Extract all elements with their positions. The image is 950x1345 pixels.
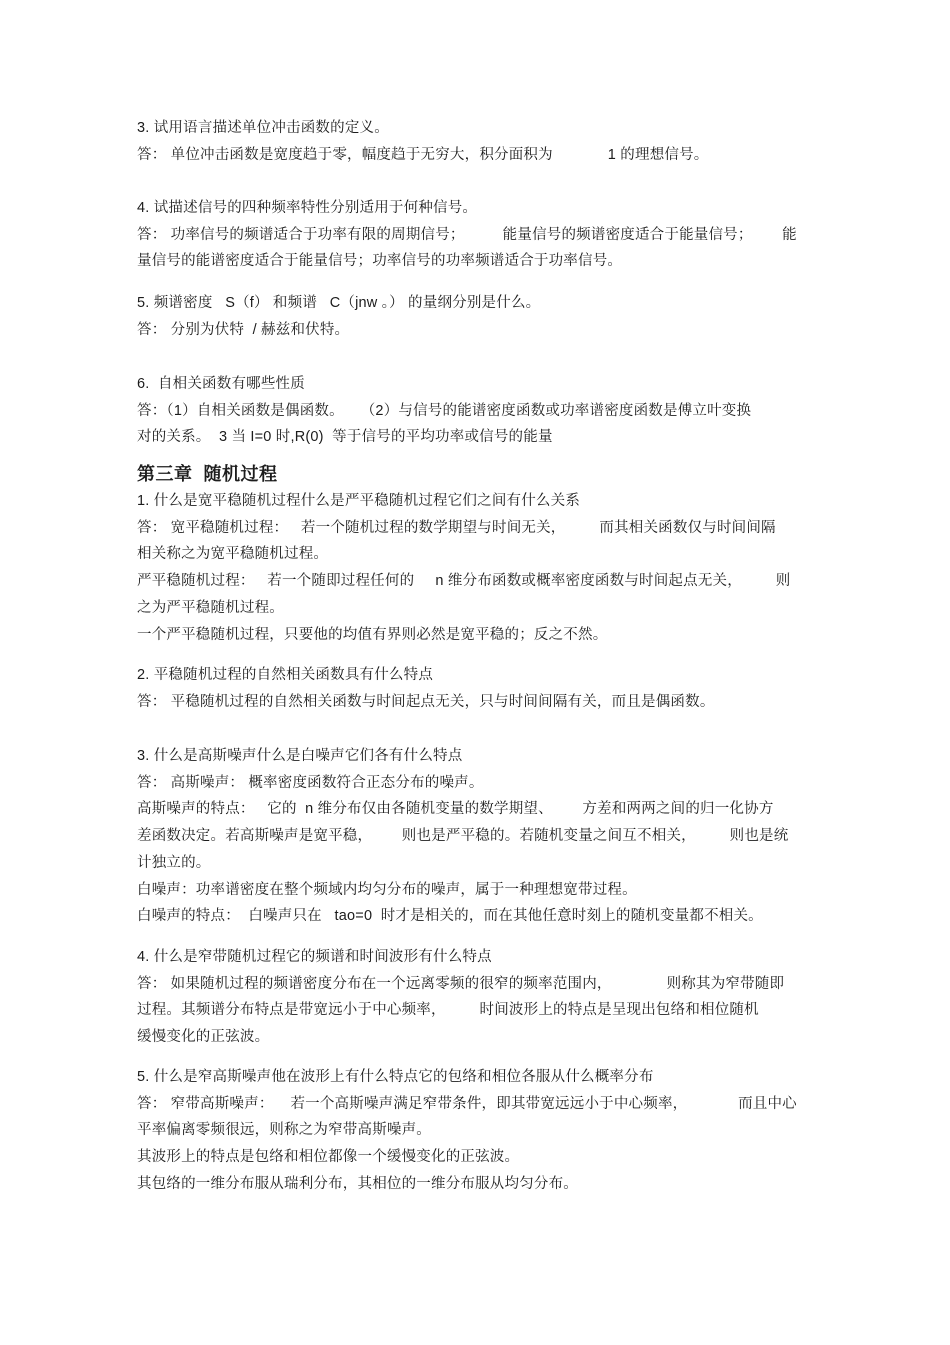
question-line: 5. 频谱密度 S（f） 和频谱 C（jnw 。） 的量纲分别是什么。: [137, 295, 541, 311]
answer-line: 之为严平稳随机过程。: [137, 599, 284, 616]
qa-block-gaussian-white-noise: [137, 743, 837, 930]
answer-line: 答： 平稳随机过程的自然相关函数与时间起点无关，只与时间间隔有关，而且是偶函数。: [137, 693, 715, 710]
answer-line: 差函数决定。若高斯噪声是宽平稳， 则也是严平稳的。若随机变量之间互不相关， 则也是统: [137, 828, 789, 845]
qa-block-spectral-density-units: [137, 290, 837, 343]
question-line: 6. 自相关函数有哪些性质: [137, 376, 305, 392]
question-line: 3. 什么是高斯噪声什么是白噪声它们各有什么特点: [137, 748, 463, 764]
question-line: 3. 试用语言描述单位冲击函数的定义。: [137, 120, 389, 136]
answer-line: 计独立的。: [137, 854, 211, 871]
answer-line: 答： 窄带高斯噪声： 若一个高斯噪声满足窄带条件，即其带宽远远小于中心频率， 而且中心: [137, 1095, 797, 1112]
answer-line: 相关称之为宽平稳随机过程。: [137, 546, 329, 563]
qa-block-narrowband-gaussian-noise: [137, 1064, 837, 1198]
qa-block-unit-impulse: [137, 115, 837, 168]
answer-line: 答： 功率信号的频谱适合于功率有限的周期信号； 能量信号的频谱密度适合于能量信号； 能: [137, 226, 797, 243]
question-line: 4. 什么是窄带随机过程它的频谱和时间波形有什么特点: [137, 949, 492, 965]
answer-line: 量信号的能谱密度适合于能量信号；功率信号的功率频谱适合于功率信号。: [137, 253, 623, 270]
qa-block-natural-correlation: [137, 662, 837, 715]
question-line: 4. 试描述信号的四种频率特性分别适用于何种信号。: [137, 200, 478, 216]
question-line: 1. 什么是宽平稳随机过程什么是严平稳随机过程它们之间有什么关系: [137, 493, 581, 509]
answer-line: 过程。其频谱分布特点是带宽远小于中心频率， 时间波形上的特点是呈现出包络和相位随机: [137, 1002, 759, 1019]
chapter-title: 第三章 随机过程: [137, 464, 278, 484]
answer-line: 白噪声：功率谱密度在整个频域内均匀分布的噪声，属于一种理想宽带过程。: [137, 881, 637, 898]
answer-line: 其波形上的特点是包络和相位都像一个缓慢变化的正弦波。: [137, 1149, 520, 1166]
qa-block-stationary-processes: [137, 488, 837, 648]
answer-line: 白噪声的特点： 白噪声只在 tao=0 时才是相关的，而在其他任意时刻上的随机变量都不相关。: [137, 908, 763, 925]
chapter-heading: [137, 459, 837, 489]
answer-line: 答： 分别为伏特 / 赫兹和伏特。: [137, 321, 350, 338]
answer-line: 其包络的一维分布服从瑞利分布，其相位的一维分布服从均匀分布。: [137, 1175, 578, 1192]
answer-line: 缓慢变化的正弦波。: [137, 1029, 270, 1046]
answer-line: 答： 如果随机过程的频谱密度分布在一个远离零频的很窄的频率范围内， 则称其为窄带随即: [137, 975, 785, 992]
answer-line: 严平稳随机过程： 若一个随即过程任何的 n 维分布函数或概率密度函数与时间起点无关， 则: [137, 573, 791, 590]
answer-line: 答：（1）自相关函数是偶函数。 （2）与信号的能谱密度函数或功率谱密度函数是傅立叶变换: [137, 402, 752, 419]
qa-block-autocorrelation-properties: [137, 371, 837, 451]
qa-block-frequency-characteristics: [137, 195, 837, 275]
qa-block-narrowband-process: [137, 944, 837, 1051]
answer-line: 答： 单位冲击函数是宽度趋于零，幅度趋于无穷大，积分面积为 1 的理想信号。: [137, 146, 709, 163]
answer-line: 一个严平稳随机过程，只要他的均值有界则必然是宽平稳的；反之不然。: [137, 626, 608, 643]
answer-line: 平率偏离零频很远，则称之为窄带高斯噪声。: [137, 1122, 431, 1139]
answer-line: 高斯噪声的特点： 它的 n 维分布仅由各随机变量的数学期望、 方差和两两之间的归一化协方: [137, 801, 774, 818]
question-line: 2. 平稳随机过程的自然相关函数具有什么特点: [137, 667, 434, 683]
answer-line: 对的关系。 3 当 I=0 时,R(0) 等于信号的平均功率或信号的能量: [137, 429, 553, 446]
question-line: 5. 什么是窄高斯噪声他在波形上有什么特点它的包络和相位各服从什么概率分布: [137, 1069, 654, 1085]
answer-line: 答： 宽平稳随机过程： 若一个随机过程的数学期望与时间无关， 而其相关函数仅与时间间隔: [137, 519, 776, 536]
answer-line: 答： 高斯噪声： 概率密度函数符合正态分布的噪声。: [137, 774, 484, 791]
